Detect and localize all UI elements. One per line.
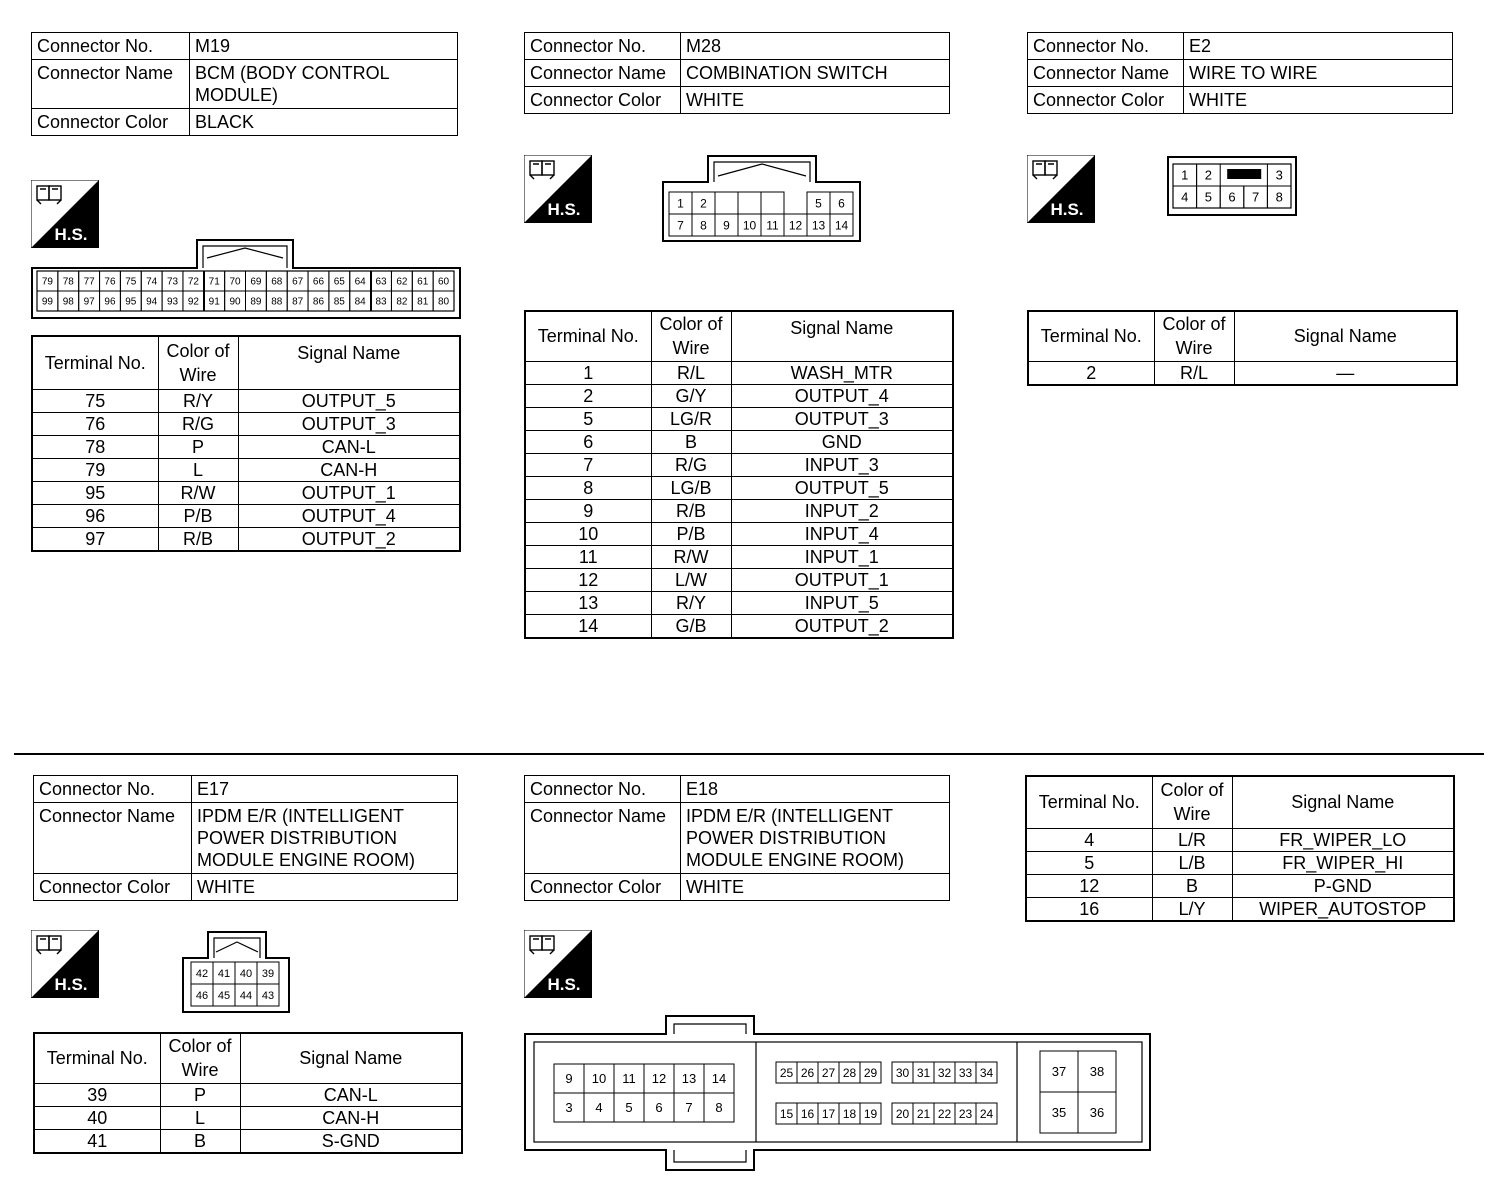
table-row [32,412,460,435]
pin-number: 74 [146,276,158,288]
signal-name-cell: OUTPUT_3 [238,412,460,435]
wire-color-cell: R/G [158,412,238,435]
wire-color-cell: R/W [158,481,238,504]
pin-number: 41 [217,967,231,980]
wire-color-cell: G/Y [651,384,731,407]
pin-number: 7 [685,1100,693,1116]
pin-number: 12 [651,1071,667,1087]
wire-color-cell: B [160,1129,240,1153]
connector-color-value: BLACK [190,109,458,136]
pin-number: 78 [62,276,74,288]
pin-number: 9 [723,218,730,233]
hs-label: H.S. [547,975,581,994]
table-row [525,476,953,499]
pin-number: 86 [312,296,325,308]
connector-no-value: E17 [192,776,458,803]
terminal-no-header: Terminal No. [34,1033,160,1083]
table-row [32,435,460,458]
connector-no-label: Connector No. [1028,33,1184,60]
table-row [525,522,953,545]
table-row [525,407,953,430]
wire-color-cell: R/Y [158,389,238,412]
terminal-no-cell: 12 [1026,874,1152,897]
pin-number: 92 [187,296,199,308]
wire-color-cell: R/G [651,453,731,476]
hs-label: H.S. [54,975,88,994]
terminal-no-cell: 5 [525,407,651,430]
pin-number: 87 [292,296,304,308]
pin-number: 37 [1051,1064,1067,1080]
pin-number: 98 [62,296,74,308]
terminal-no-cell: 13 [525,591,651,614]
wire-color-cell: L/R [1152,828,1232,851]
table-row [525,568,953,591]
pin-number: 27 [821,1065,836,1080]
pin-number: 65 [333,276,345,288]
pin-number: 14 [711,1071,727,1087]
e17-rows [34,1083,462,1153]
e17-terminal-table [33,1032,463,1154]
pin-number: 1 [677,196,684,211]
wire-color-cell: P [160,1083,240,1106]
terminal-no-cell: 5 [1026,851,1152,874]
connector-name-value: COMBINATION SWITCH [681,60,950,87]
signal-name-header: Signal Name [238,336,460,389]
pin-number: 3 [565,1100,573,1116]
e2-terminal-table [1027,310,1458,386]
pin-number: 99 [41,296,53,308]
terminal-no-cell: 79 [32,458,158,481]
table-row [34,1083,462,1106]
terminal-no-cell: 41 [34,1129,160,1153]
table-row [525,384,953,407]
connector-color-value: WHITE [681,874,950,901]
pin-number: 39 [261,967,275,980]
table-row [32,389,460,412]
signal-name-cell: CAN-L [238,435,460,458]
table-row [1026,897,1454,921]
pin-number: 83 [375,296,387,308]
wire-color-cell: L/W [651,568,731,591]
connector-no-value: E2 [1184,33,1453,60]
hs-icon [1027,155,1095,223]
wire-color-cell: L [160,1106,240,1129]
pin-number: 8 [715,1100,723,1116]
wire-color-cell: LG/R [651,407,731,430]
signal-name-cell: INPUT_5 [731,591,953,614]
signal-name-cell: CAN-H [240,1106,462,1129]
pin-number: 5 [815,196,822,211]
pin-number: 14 [834,218,849,233]
pin-number: 71 [208,276,220,288]
terminal-no-cell: 40 [34,1106,160,1129]
signal-name-cell: INPUT_1 [731,545,953,568]
signal-name-cell: OUTPUT_3 [731,407,953,430]
hs-label: H.S. [54,225,88,244]
pin-number: 2 [700,196,707,211]
terminal-no-cell: 10 [525,522,651,545]
signal-name-cell: P-GND [1232,874,1454,897]
pin-number: 69 [250,276,262,288]
signal-name-cell: OUTPUT_2 [731,614,953,638]
signal-name-cell: INPUT_3 [731,453,953,476]
pin-number: 32 [937,1065,952,1080]
connector-name-value: WIRE TO WIRE [1184,60,1453,87]
wire-color-cell: B [1152,874,1232,897]
wire-color-header: Color of Wire [651,311,731,361]
m19-terminal-table [31,335,461,552]
pin-number: 66 [312,276,325,288]
terminal-no-header: Terminal No. [1028,311,1154,361]
m28-rows [525,361,953,638]
pin-number: 93 [166,296,179,308]
pin-number: 35 [1051,1105,1067,1121]
pin-number: 11 [622,1071,636,1087]
pin-number: 45 [217,989,231,1002]
pin-number: 9 [565,1071,573,1087]
pin-number: 40 [239,967,253,980]
pin-number: 76 [104,276,116,288]
signal-name-cell: OUTPUT_5 [731,476,953,499]
wire-color-header: Color of Wire [158,336,238,389]
terminal-no-cell: 78 [32,435,158,458]
pin-number: 6 [838,196,845,211]
connector-no-value: M19 [190,33,458,60]
pin-number: 84 [354,296,366,308]
pin-number: 1 [1181,167,1189,183]
pin-number: 5 [625,1100,633,1116]
connector-name-label: Connector Name [32,60,190,109]
pin-cell [761,192,784,214]
table-row [525,591,953,614]
pin-number: 61 [417,276,429,288]
pin-number: 28 [842,1065,857,1080]
pin-number: 17 [821,1106,836,1121]
connector-color-label: Connector Color [525,874,681,901]
wire-color-cell: P/B [158,504,238,527]
signal-name-cell: OUTPUT_5 [238,389,460,412]
signal-name-cell: WIPER_AUTOSTOP [1232,897,1454,921]
pin-number: 18 [842,1106,857,1121]
wire-color-cell: P [158,435,238,458]
connector-color-label: Connector Color [32,109,190,136]
signal-name-cell: OUTPUT_4 [238,504,460,527]
pin-number: 77 [83,276,95,288]
wire-color-cell: P/B [651,522,731,545]
pin-number: 34 [979,1065,994,1080]
terminal-no-cell: 4 [1026,828,1152,851]
connector-color-value: WHITE [681,87,950,114]
pin-number: 7 [677,218,684,233]
hs-icon [31,930,99,998]
pin-cell [738,192,761,214]
table-row [1026,851,1454,874]
e17-info-table [33,775,458,901]
e2-info-table [1027,32,1453,114]
table-row [34,1129,462,1153]
m28-connector-face [662,154,862,244]
pin-number: 3 [1275,167,1283,183]
terminal-no-cell: 39 [34,1083,160,1106]
wire-color-cell: R/Y [651,591,731,614]
connector-color-label: Connector Color [34,874,192,901]
pin-number: 31 [916,1065,931,1080]
connector-no-label: Connector No. [34,776,192,803]
pin-number: 24 [979,1106,994,1121]
pin-number: 63 [375,276,387,288]
pin-number: 13 [811,218,826,233]
pin-number: 42 [195,967,209,980]
signal-name-cell: CAN-L [240,1083,462,1106]
wire-color-cell: L/B [1152,851,1232,874]
table-row [525,614,953,638]
pin-number: 8 [700,218,707,233]
pin-cell [715,192,738,214]
pin-number: 20 [895,1106,910,1121]
pin-number: 82 [396,296,408,308]
connector-name-label: Connector Name [34,803,192,874]
pin-number: 33 [958,1065,973,1080]
pin-number: 94 [146,296,158,308]
e2-rows [1028,361,1457,385]
connector-color-value: WHITE [1184,87,1453,114]
pin-number: 5 [1204,189,1213,205]
pin-number: 44 [239,989,253,1002]
terminal-no-cell: 1 [525,361,651,384]
signal-name-header: Signal Name [731,311,953,361]
pin-number: 2 [1204,167,1213,183]
pin-number: 26 [800,1065,815,1080]
signal-name-header: Signal Name [240,1033,462,1083]
pin-number: 97 [83,296,95,308]
pin-number: 91 [208,296,220,308]
wire-color-cell: R/L [1154,361,1234,385]
e17-connector-face [182,930,292,1014]
hs-icon [524,930,592,998]
terminal-no-cell: 12 [525,568,651,591]
table-row [32,458,460,481]
pin-number: 36 [1089,1105,1105,1121]
pin-number: 13 [681,1071,697,1087]
table-row [1028,361,1457,385]
pin-number: 96 [104,296,116,308]
connector-color-value: WHITE [192,874,458,901]
connector-name-value: IPDM E/R (INTELLIGENT POWER DISTRIBUTION MODULE ENGINE ROOM) [192,803,458,874]
terminal-no-cell: 9 [525,499,651,522]
pin-number: 85 [333,296,345,308]
table-row [32,527,460,551]
terminal-no-cell: 95 [32,481,158,504]
wire-color-cell: LG/B [651,476,731,499]
pin-number: 38 [1089,1064,1105,1080]
e18-rows [1026,828,1454,921]
connector-name-label: Connector Name [525,803,681,874]
pin-number: 6 [655,1100,663,1116]
terminal-no-cell: 97 [32,527,158,551]
e2-connector-face [1167,156,1299,218]
pin-number: 6 [1228,189,1236,205]
terminal-no-cell: 96 [32,504,158,527]
terminal-no-header: Terminal No. [1026,776,1152,828]
signal-name-cell: INPUT_4 [731,522,953,545]
pin-number: 88 [271,296,283,308]
pin-number: 22 [937,1106,952,1121]
pin-number: 60 [438,276,450,288]
table-row [1026,828,1454,851]
terminal-no-cell: 76 [32,412,158,435]
signal-name-cell: OUTPUT_1 [238,481,460,504]
pin-number: 8 [1275,189,1283,205]
terminal-no-cell: 8 [525,476,651,499]
pin-number: 19 [863,1106,878,1121]
wire-color-header: Color of Wire [1152,776,1232,828]
pin-number: 64 [354,276,366,288]
connector-no-label: Connector No. [32,33,190,60]
m19-connector-face [31,238,461,320]
pin-number: 73 [166,276,179,288]
pin-number: 90 [229,296,241,308]
pin-number: 70 [229,276,241,288]
pin-number: 75 [125,276,137,288]
connector-no-value: M28 [681,33,950,60]
pin-number: 79 [41,276,53,288]
e18-info-table [524,775,950,901]
table-row [525,545,953,568]
wire-color-cell: R/B [158,527,238,551]
wire-color-cell: R/W [651,545,731,568]
terminal-no-cell: 16 [1026,897,1152,921]
pin-number: 46 [195,989,209,1002]
m28-info-table [524,32,950,114]
wire-color-cell: B [651,430,731,453]
pin-number: 43 [261,989,275,1002]
signal-name-cell: S-GND [240,1129,462,1153]
connector-name-value: BCM (BODY CONTROL MODULE) [190,60,458,109]
connector-no-value: E18 [681,776,950,803]
m19-info-table [31,32,458,136]
pin-number: 21 [916,1106,931,1121]
pin-number: 25 [779,1065,794,1080]
pin-number: 12 [788,218,803,233]
terminal-no-cell: 7 [525,453,651,476]
signal-name-header: Signal Name [1234,311,1457,361]
pin-number: 81 [417,296,429,308]
signal-name-cell: INPUT_2 [731,499,953,522]
signal-name-header: Signal Name [1232,776,1454,828]
e18-connector-face [524,1014,1154,1174]
connector-name-label: Connector Name [525,60,681,87]
connector-no-label: Connector No. [525,33,681,60]
connector-name-label: Connector Name [1028,60,1184,87]
signal-name-cell: OUTPUT_4 [731,384,953,407]
wire-color-cell: R/B [651,499,731,522]
terminal-no-cell: 6 [525,430,651,453]
terminal-no-cell: 75 [32,389,158,412]
signal-name-cell: — [1234,361,1457,385]
pin-number: 7 [1251,189,1260,205]
signal-name-cell: OUTPUT_2 [238,527,460,551]
pin-number: 89 [250,296,262,308]
pin-number: 95 [125,296,137,308]
pin-number: 16 [800,1106,815,1121]
m19-rows [32,389,460,551]
terminal-no-cell: 2 [1028,361,1154,385]
pin-number: 10 [591,1071,607,1087]
pin-number: 80 [438,296,450,308]
signal-name-cell: FR_WIPER_HI [1232,851,1454,874]
hs-label: H.S. [547,200,581,219]
table-row [32,481,460,504]
pin-number: 30 [895,1065,910,1080]
wire-color-cell: G/B [651,614,731,638]
e18-terminal-table [1025,775,1455,922]
pin-number: 4 [1181,189,1189,205]
signal-name-cell: CAN-H [238,458,460,481]
table-row [32,504,460,527]
table-row [525,361,953,384]
table-row [525,453,953,476]
pin-number: 4 [595,1100,603,1116]
connector-name-value: IPDM E/R (INTELLIGENT POWER DISTRIBUTION MODULE ENGINE ROOM) [681,803,950,874]
pin-number: 72 [187,276,199,288]
pin-number: 10 [742,218,757,233]
terminal-no-cell: 2 [525,384,651,407]
table-row [34,1106,462,1129]
blank-cavity [1227,169,1261,179]
pin-number: 29 [863,1065,878,1080]
wire-color-cell: L/Y [1152,897,1232,921]
connector-color-label: Connector Color [1028,87,1184,114]
pin-number: 67 [292,276,304,288]
wire-color-cell: L [158,458,238,481]
section-divider [14,753,1484,755]
pin-number: 62 [396,276,408,288]
hs-label: H.S. [1050,200,1084,219]
pin-number: 23 [958,1106,973,1121]
hs-icon [524,155,592,223]
pin-number: 15 [779,1106,794,1121]
table-row [525,499,953,522]
terminal-no-cell: 11 [525,545,651,568]
pin-number: 11 [766,218,779,233]
signal-name-cell: WASH_MTR [731,361,953,384]
signal-name-cell: FR_WIPER_LO [1232,828,1454,851]
m28-terminal-table [524,310,954,639]
wire-color-header: Color of Wire [1154,311,1234,361]
signal-name-cell: GND [731,430,953,453]
pin-number: 68 [271,276,283,288]
connector-no-label: Connector No. [525,776,681,803]
terminal-no-header: Terminal No. [525,311,651,361]
terminal-no-cell: 14 [525,614,651,638]
table-row [1026,874,1454,897]
connector-color-label: Connector Color [525,87,681,114]
signal-name-cell: OUTPUT_1 [731,568,953,591]
terminal-no-header: Terminal No. [32,336,158,389]
table-row [525,430,953,453]
wire-color-cell: R/L [651,361,731,384]
wire-color-header: Color of Wire [160,1033,240,1083]
